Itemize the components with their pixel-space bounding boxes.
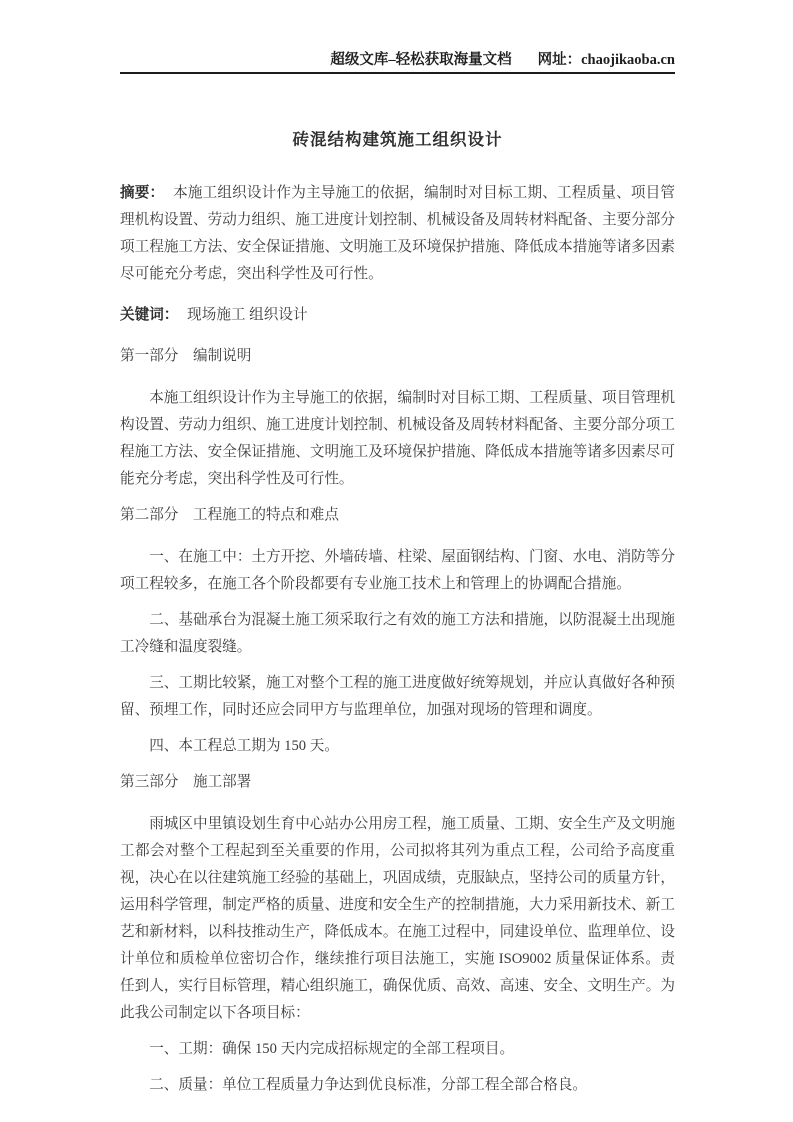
site-name: 超级文库–轻松获取海量文档	[330, 52, 512, 68]
paragraph: 二、质量：单位工程质量力争达到优良标准，分部工程全部合格良。	[149, 1077, 588, 1093]
keywords-text: 现场施工 组织设计	[187, 307, 308, 323]
document-content	[0, 126, 793, 1099]
abstract-label: 摘要：	[120, 185, 165, 201]
section-heading-1: 第一部分 编制说明	[120, 348, 252, 364]
paragraph: 雨城区中里镇设划生育中心站办公用房工程，施工质量、工期、安全生产及文明施工都会对整个工程起到至关重要的作用，公司拟将其列为重点工程，公司给予高度重视，决心在以往建筑施工经验的基础上，巩固成绩，克服缺点，坚持公司的质量方针，运用科学管理，制定严格的质量、进度和安全生产的控制措施，大力采用新技术、新工艺和新材料，以科技推动生产，降低成本。在施工过程中，同建设单位、监理单位、设计单位和质检单位密切合作，继续推行项目法施工，实施 ISO9002 质量保证体系。责任到人，实行目标管理，精心组织施工，确保优质、高效、高速、安全、文明生产。为此我公司制定以下各项目标：	[120, 816, 675, 1021]
site-url-label: 网址：	[537, 52, 582, 68]
page-header	[120, 48, 675, 74]
site-url: chaojikaoba.cn	[581, 52, 675, 68]
keywords-paragraph	[120, 302, 675, 329]
keywords-label: 关键词：	[120, 307, 179, 323]
abstract-text: 本施工组织设计作为主导施工的依据，编制时对目标工期、工程质量、项目管理机构设置、劳动力组织、施工进度计划控制、机械设备及周转材料配备、主要分部分项工程施工方法、安全保证措施、文明施工及环境保护措施、降低成本措施等诸多因素尽可能充分考虑，突出科学性及可行性。	[120, 185, 675, 282]
section-heading-2: 第二部分 工程施工的特点和难点	[120, 507, 339, 523]
section-heading-3: 第三部分 施工部署	[120, 774, 252, 790]
paragraph: 本施工组织设计作为主导施工的依据，编制时对目标工期、工程质量、项目管理机构设置、劳动力组织、施工进度计划控制、机械设备及周转材料配备、主要分部分项工程施工方法、安全保证措施、文明施工及环境保护措施、降低成本措施等诸多因素尽可能充分考虑，突出科学性及可行性。	[120, 390, 675, 487]
paragraph: 一、在施工中：土方开挖、外墙砖墙、柱梁、屋面钢结构、门窗、水电、消防等分项工程较多，在施工各个阶段都要有专业施工技术上和管理上的协调配合措施。	[120, 549, 675, 592]
paragraph: 一、工期：确保 150 天内完成招标规定的全部工程项目。	[149, 1041, 515, 1057]
paragraph: 三、工期比较紧，施工对整个工程的施工进度做好统筹规划，并应认真做好各种预留、预埋工作，同时还应会同甲方与监理单位，加强对现场的管理和调度。	[120, 675, 675, 718]
abstract-paragraph	[120, 180, 675, 288]
paragraph: 二、基础承台为混凝土施工须采取行之有效的施工方法和措施，以防混凝土出现施工冷缝和温度裂缝。	[120, 612, 675, 655]
doc-title: 砖混结构建筑施工组织设计	[292, 130, 503, 149]
paragraph: 四、本工程总工期为 150 天。	[149, 738, 339, 754]
